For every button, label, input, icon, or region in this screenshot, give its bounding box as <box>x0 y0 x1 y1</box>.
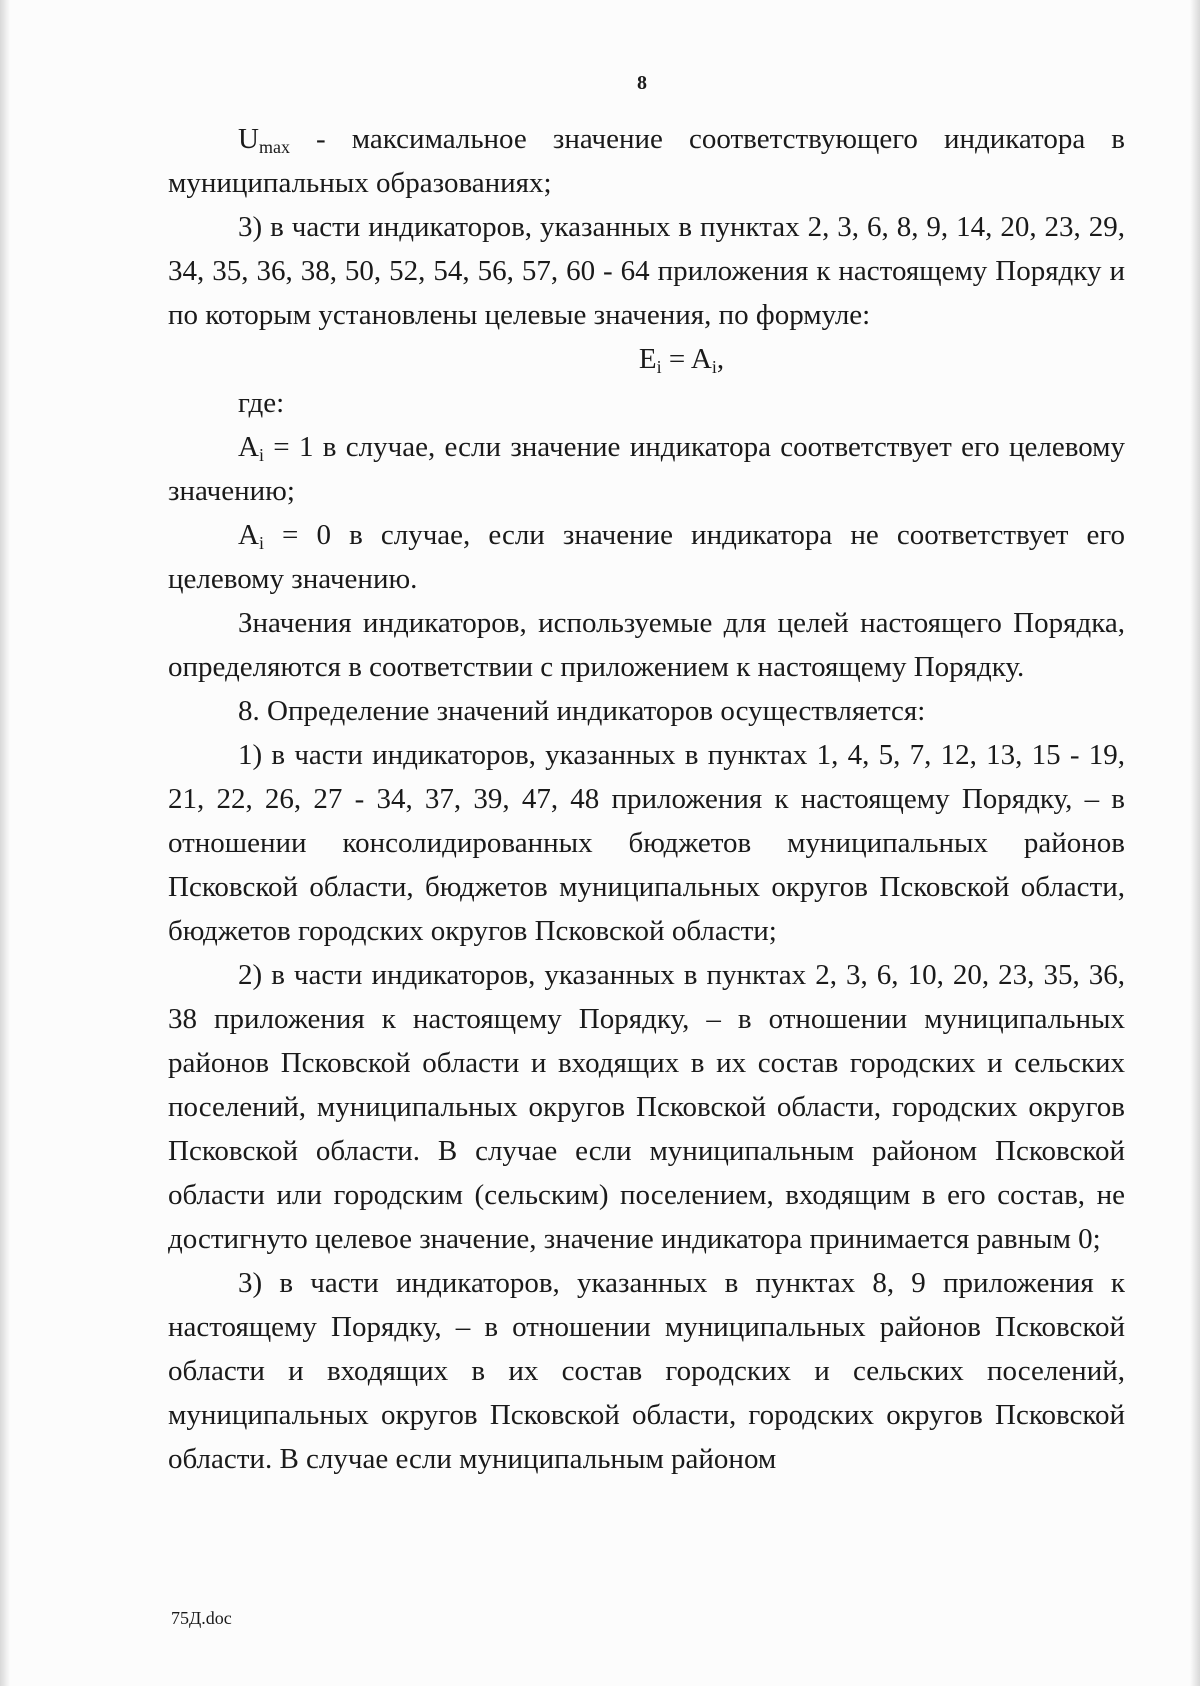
item-1: 1) в части индикаторов, указанных в пунктах 1, 4, 5, 7, 12, 13, 15 - 19, 21, 22, 26, 27 - 34, 37, 39, 47, 48 приложения к настоящему Порядку, – в отношении консолидированных бюджетов муниципальных районов Псковской области, бюджетов муниципальных округов Псковской области, бюджетов городских округов Псковской области; <box>168 739 1125 947</box>
footer-filename: 75Д.doc <box>171 1608 232 1628</box>
a-equals-1 <box>168 425 1125 513</box>
formula-equals: = <box>661 343 691 375</box>
a0-symbol: A <box>238 519 259 551</box>
formula-tail: , <box>716 343 725 375</box>
item-3: 3) в части индикаторов, указанных в пунктах 8, 9 приложения к настоящему Порядку, – в отношении муниципальных районов Псковской области и входящих в их состав городских и сельских поселений, муниципальных округов Псковской области, городских округов Псковской области. В случае если муниципальным районом <box>168 1267 1125 1475</box>
item-2: 2) в части индикаторов, указанных в пунктах 2, 3, 6, 10, 20, 23, 35, 36, 38 приложения к настоящему Порядку, – в отношении муниципальных районов Псковской области и входящих в их состав городских и сельских поселений, муниципальных округов Псковской области, городских округов Псковской области. В случае если муниципальным районом Псковской области или городским (сельским) поселением, входящим в его состав, не достигнуто целевое значение, значение индикатора принимается равным 0; <box>168 959 1125 1255</box>
umax-subscript: max <box>258 137 290 157</box>
formula-lhs-sub: i <box>656 357 662 377</box>
formula-lhs: E <box>638 343 657 375</box>
umax-text: - максимальное значение соответствующего индикатора в муниципальных образованиях; <box>168 123 1125 199</box>
a1-text: = 1 в случае, если значение индикатора соответствует его целевому значению; <box>168 431 1125 507</box>
scan-edge-left <box>0 0 10 1686</box>
paragraph-3-intro: 3) в части индикаторов, указанных в пунктах 2, 3, 6, 8, 9, 14, 20, 23, 29, 34, 35, 36, 38, 50, 52, 54, 56, 57, 60 - 64 приложения к настоящему Порядку и по которым установлены целевые значения, по формуле: <box>168 211 1125 331</box>
a0-subscript: i <box>258 533 264 553</box>
formula <box>168 337 1125 381</box>
document-body <box>168 117 1125 1481</box>
a-equals-0 <box>168 513 1125 601</box>
formula-rhs-sub: i <box>711 357 717 377</box>
where-label: где: <box>238 387 285 419</box>
formula-rhs: A <box>690 343 712 375</box>
section-8-heading: 8. Определение значений индикаторов осуществляется: <box>238 695 926 727</box>
umax-definition <box>168 117 1125 205</box>
page-number: 8 <box>637 72 647 94</box>
values-paragraph: Значения индикаторов, используемые для целей настоящего Порядка, определяются в соответствии с приложением к настоящему Порядку. <box>168 607 1125 683</box>
a1-subscript: i <box>258 445 264 465</box>
a0-text: = 0 в случае, если значение индикатора не соответствует его целевому значению. <box>168 519 1125 595</box>
scan-edge-right <box>1190 0 1200 1686</box>
a1-symbol: A <box>238 431 259 463</box>
umax-symbol: U <box>238 123 259 155</box>
